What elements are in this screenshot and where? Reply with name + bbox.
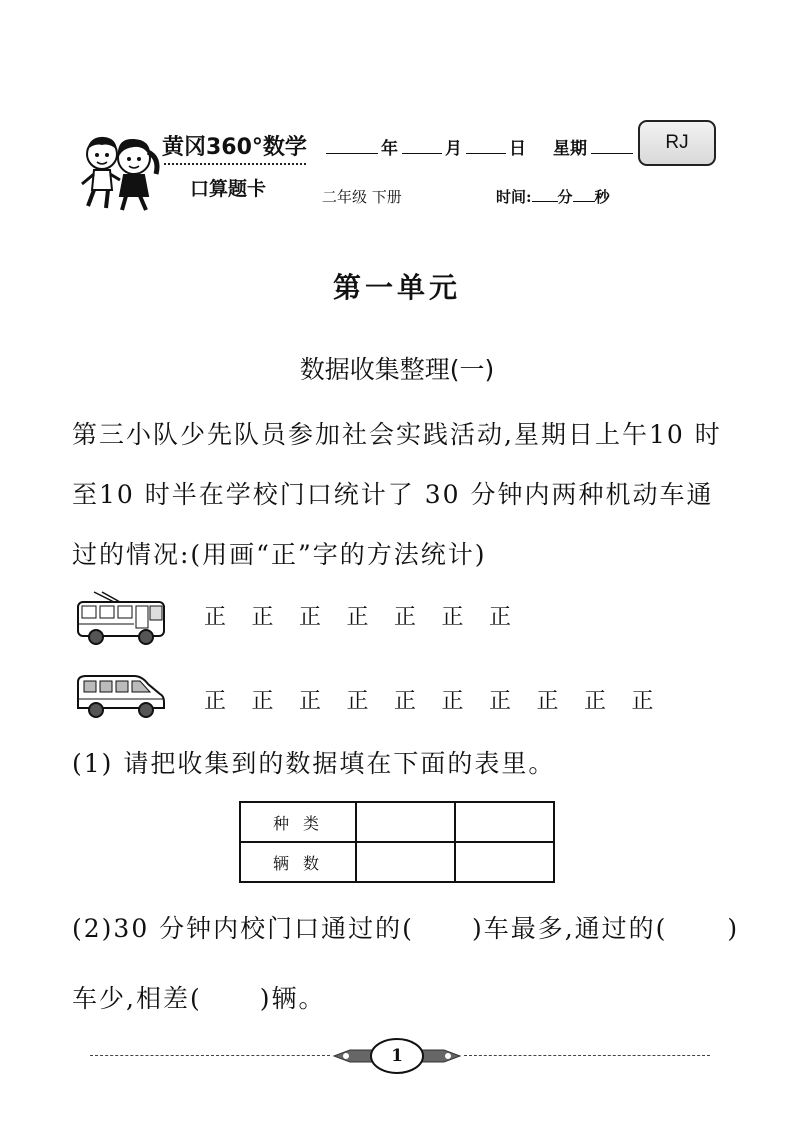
tally-mark: 正 xyxy=(299,605,322,630)
brand-title: 黄冈360°数学 xyxy=(162,135,307,160)
tally-mark: 正 xyxy=(489,689,512,714)
trolleybus-icon xyxy=(74,590,168,646)
year-label: 年 xyxy=(381,139,398,159)
day-blank[interactable] xyxy=(466,137,506,154)
page-number: 1 xyxy=(391,1046,403,1066)
month-blank[interactable] xyxy=(402,137,442,154)
table-cell[interactable] xyxy=(455,842,554,882)
tally-mark: 正 xyxy=(204,689,227,714)
unit-title: 第一单元 xyxy=(332,271,461,304)
tally-mark: 正 xyxy=(394,689,417,714)
tally-row-bus xyxy=(204,600,537,631)
question-2-part-4: )辆。 xyxy=(259,984,326,1013)
footer-divider-left xyxy=(90,1055,330,1056)
brand-underline xyxy=(164,163,306,165)
tally-mark: 正 xyxy=(584,689,607,714)
row-header-count: 辆数 xyxy=(240,842,356,882)
tally-mark: 正 xyxy=(441,689,464,714)
table-cell[interactable] xyxy=(455,802,554,842)
minute-blank[interactable] xyxy=(532,187,558,202)
tally-mark: 正 xyxy=(204,605,227,630)
tally-mark: 正 xyxy=(394,605,417,630)
tally-mark: 正 xyxy=(346,689,369,714)
tally-mark: 正 xyxy=(536,689,559,714)
footer-divider-right xyxy=(464,1055,710,1056)
tally-mark: 正 xyxy=(299,689,322,714)
time-label: 时间: xyxy=(496,188,532,206)
table-row xyxy=(240,842,554,882)
minivan-icon xyxy=(74,672,166,720)
tally-mark: 正 xyxy=(441,605,464,630)
edition-badge: RJ xyxy=(638,120,716,166)
table-row xyxy=(240,802,554,842)
tally-mark: 正 xyxy=(489,605,512,630)
grade-label: 二年级 下册 xyxy=(322,188,402,206)
month-label: 月 xyxy=(445,139,462,159)
tally-row-van xyxy=(204,684,679,715)
tally-mark: 正 xyxy=(251,689,274,714)
cartoon-kids-icon xyxy=(76,128,164,214)
minute-label: 分 xyxy=(557,188,573,206)
brand-subtitle: 口算题卡 xyxy=(190,178,267,200)
problem-paragraph: 第三小队少先队员参加社会实践活动,星期日上午10 时至10 时半在学校门口统计了 30 分钟内两种机动车通过的情况:(用画“正”字的方法统计) xyxy=(72,420,722,569)
time-fields xyxy=(496,186,610,207)
year-blank[interactable] xyxy=(326,137,378,154)
question-2-part-3: )车少,相差( xyxy=(72,914,740,1013)
question-2-part-2: )车最多,通过的( xyxy=(471,914,668,943)
question-2-part-1: (2)30 分钟内校门口通过的( xyxy=(72,914,414,943)
question-1: (1) 请把收集到的数据填在下面的表里。 xyxy=(72,749,556,778)
table-cell[interactable] xyxy=(356,842,455,882)
weekday-blank[interactable] xyxy=(591,137,633,154)
tally-mark: 正 xyxy=(251,605,274,630)
question-2 xyxy=(72,894,742,1034)
table-cell[interactable] xyxy=(356,802,455,842)
day-label: 日 xyxy=(509,139,526,159)
data-table xyxy=(239,801,555,883)
tally-mark: 正 xyxy=(631,689,654,714)
tally-mark: 正 xyxy=(346,605,369,630)
date-fields xyxy=(326,134,633,159)
weekday-label: 星期 xyxy=(553,139,587,159)
section-title: 数据收集整理(一) xyxy=(299,355,495,384)
second-blank[interactable] xyxy=(573,187,595,202)
row-header-type: 种类 xyxy=(240,802,356,842)
second-label: 秒 xyxy=(594,188,610,206)
